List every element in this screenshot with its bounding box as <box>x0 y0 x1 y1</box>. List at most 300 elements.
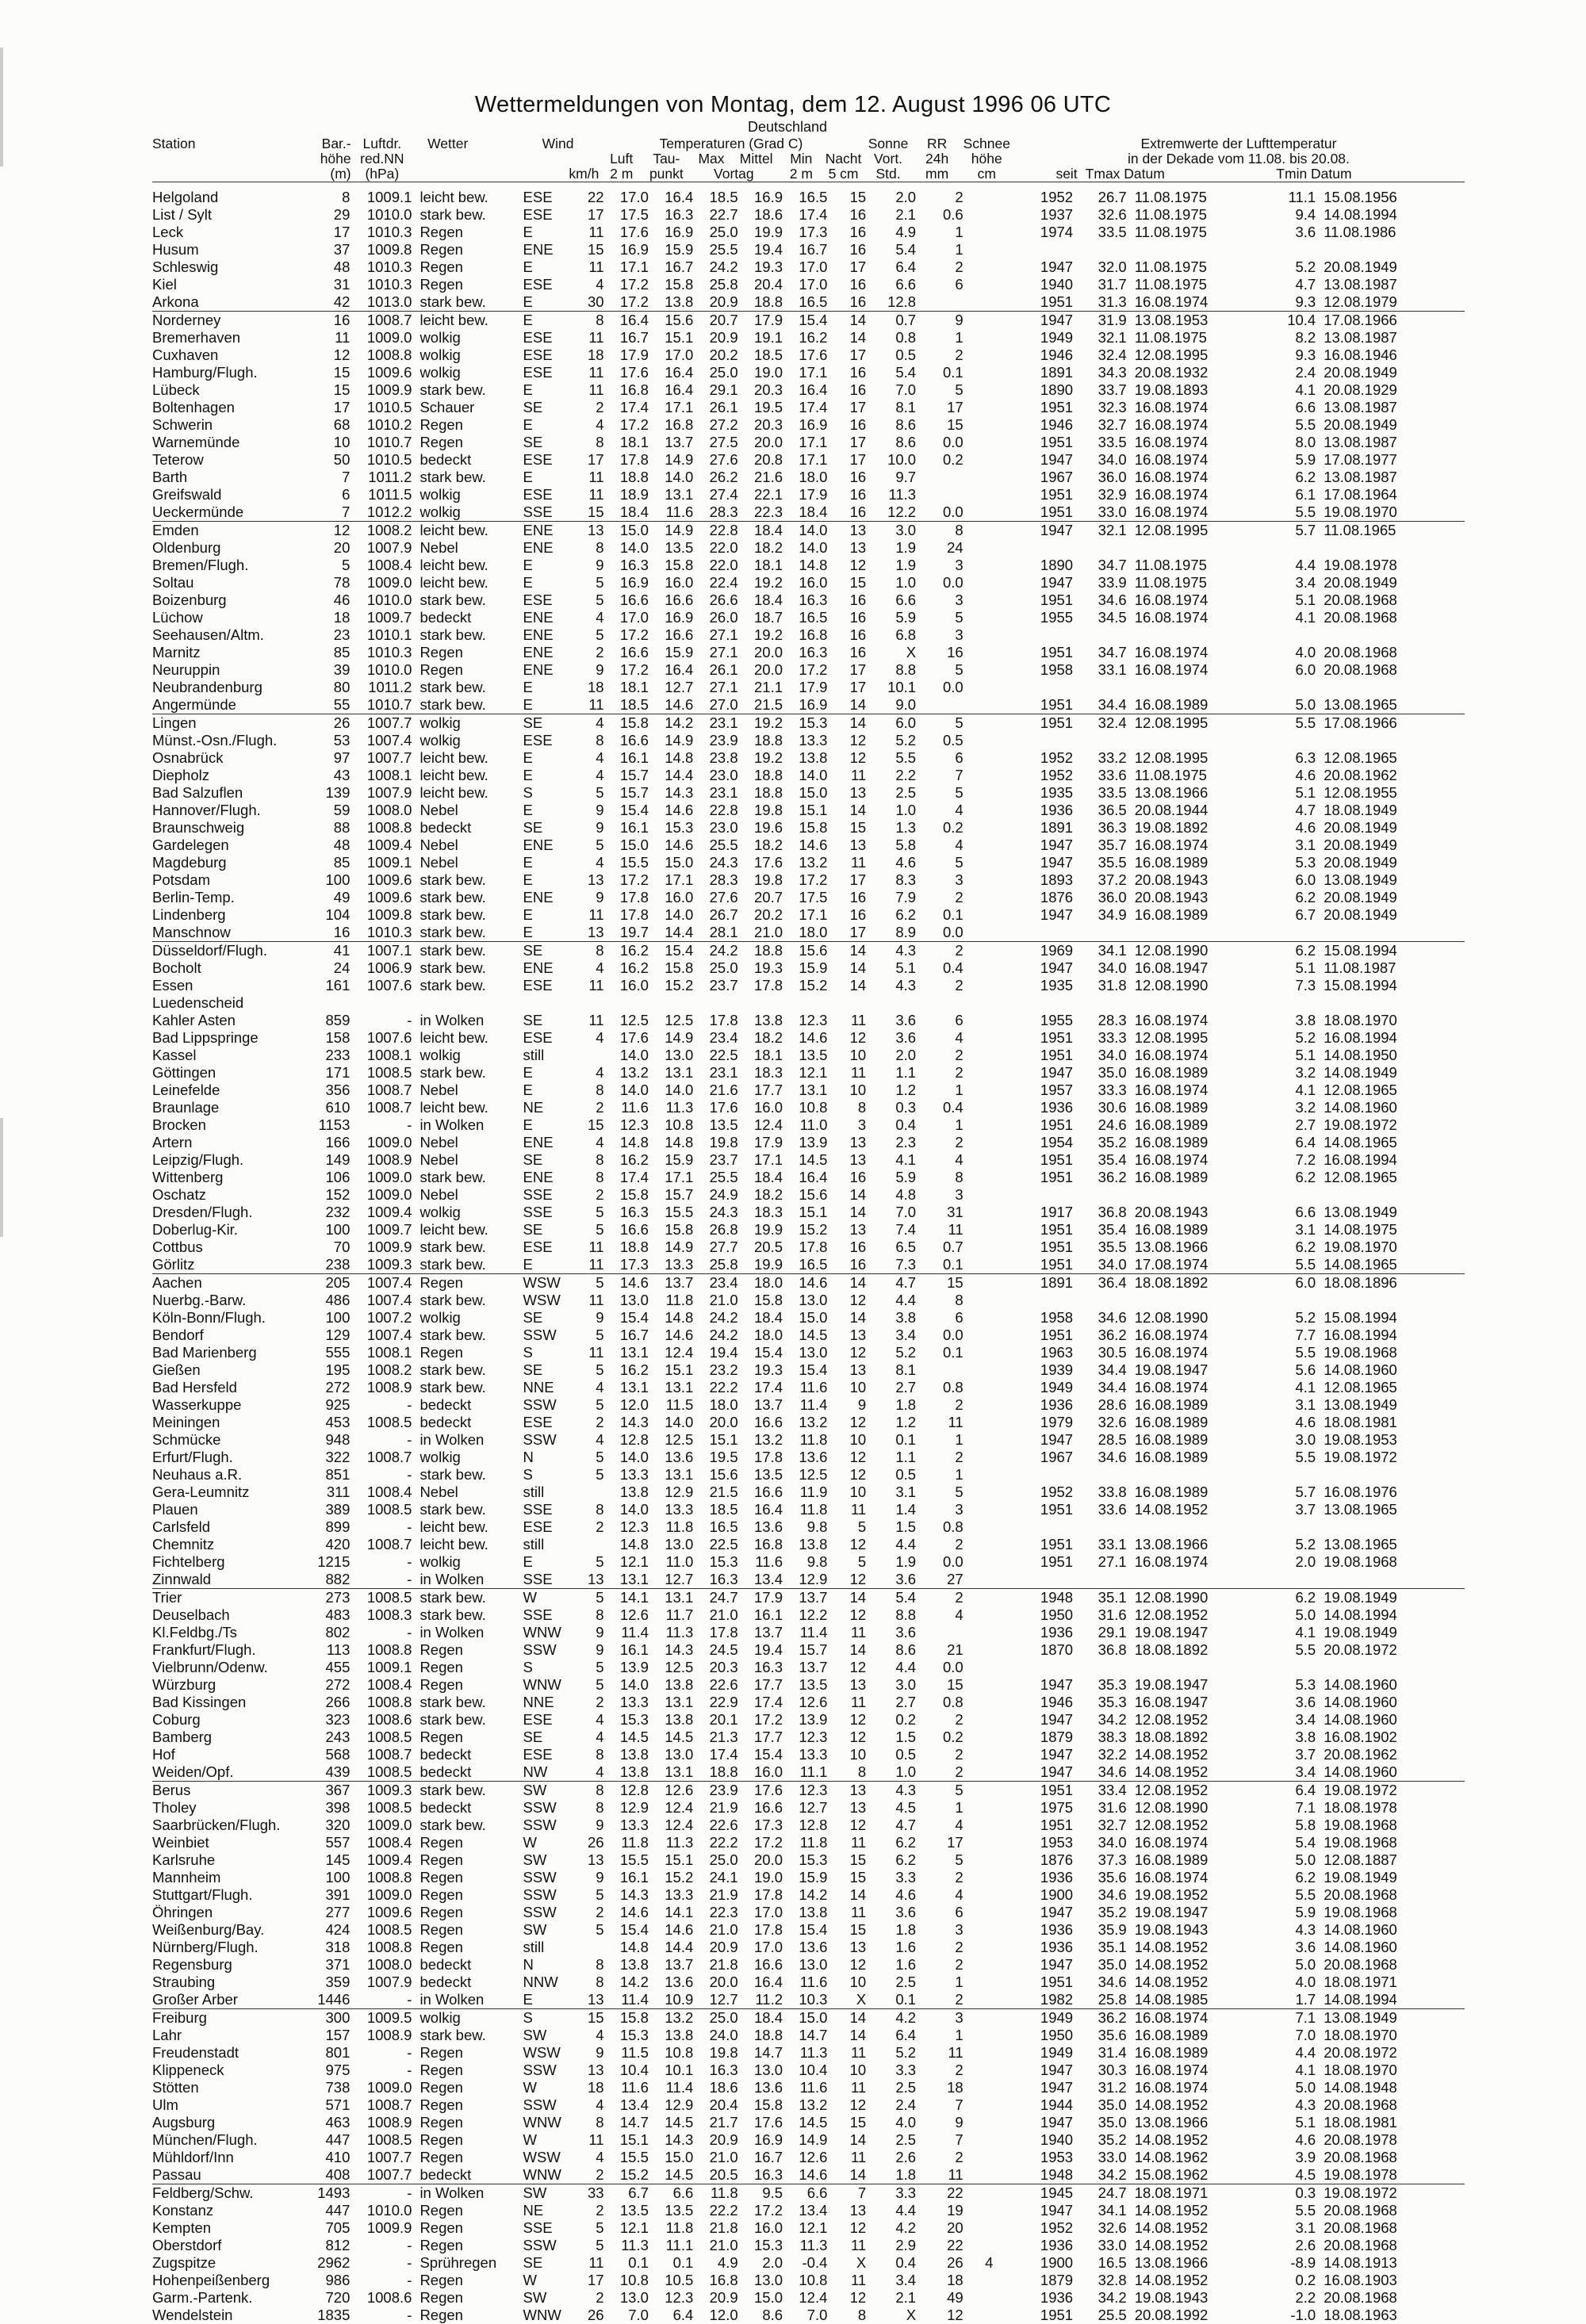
cell-seit <box>1015 1186 1079 1204</box>
cell-wetter: stark bew. <box>419 871 486 888</box>
col-bar: Bar.- <box>321 136 351 151</box>
cell-seit: 1951 <box>1040 696 1074 713</box>
cell-nacht: 17 <box>849 924 867 940</box>
cell-rr: 8 <box>955 1169 963 1185</box>
cell-station: Weinbiet <box>152 1834 209 1851</box>
cell-tmin-datum: 15.08.1994 <box>1324 977 1397 994</box>
cell-schnee <box>963 2237 1015 2254</box>
cell-schnee <box>963 1484 1015 1501</box>
cell-luft: 14.0 <box>619 1676 649 1693</box>
cell-tmin-datum: 17.08.1966 <box>1316 312 1465 330</box>
cell-tmax-datum: 16.08.1989 <box>1134 1431 1209 1448</box>
cell-min: 16.5 <box>799 1256 828 1273</box>
cell-tmin: 3.1 <box>1295 1396 1316 1413</box>
cell-max: 26.6 <box>709 592 738 608</box>
cell-min: 16.9 <box>799 696 828 713</box>
cell-max: 12.0 <box>709 2307 738 2323</box>
cell-wetter: stark bew. <box>419 696 486 713</box>
cell-rr: 2 <box>955 1396 963 1413</box>
cell-mittel: 17.1 <box>754 1151 783 1168</box>
cell-tmin-datum: 19.08.1949 <box>1324 1869 1397 1886</box>
cell-max: 21.3 <box>709 1729 738 1745</box>
cell-wind-kmh: 5 <box>596 2219 604 2236</box>
cell-schnee <box>963 1099 1015 1116</box>
cell-bar-hoehe: 6 <box>342 486 351 503</box>
cell-max: 27.2 <box>709 416 738 433</box>
table-row <box>152 1256 1465 1274</box>
cell-seit: 1951 <box>1040 486 1074 503</box>
cell-tmin-datum: 19.08.1968 <box>1324 1553 1397 1570</box>
cell-wind-richtung: E <box>523 802 533 818</box>
cell-rr: 2 <box>955 889 963 905</box>
cell-tmin-datum: 13.08.1949 <box>1324 871 1397 888</box>
cell-seit: 1936 <box>1040 1099 1074 1116</box>
cell-bar-hoehe: 48 <box>333 258 351 275</box>
cell-luft: 13.2 <box>619 1064 649 1081</box>
cell-sonne: 1.0 <box>895 574 917 591</box>
cell-nacht: 12 <box>849 1956 867 1973</box>
cell-luft: 15.1 <box>619 2131 649 2148</box>
cell-schnee <box>963 959 1015 977</box>
cell-luftdruck: 1012.2 <box>366 503 412 520</box>
cell-wind-kmh: 8 <box>596 434 604 450</box>
cell-station: Wendelstein <box>152 2307 233 2323</box>
table-row <box>152 959 1465 977</box>
cell-mittel: 16.1 <box>754 1606 783 1623</box>
cell-wind-richtung: E <box>523 1256 533 1273</box>
cell-mittel: 18.0 <box>754 1327 783 1343</box>
cell-tmax-datum: 16.08.1974 <box>1134 609 1209 626</box>
cell-luftdruck: 1008.8 <box>366 1939 412 1955</box>
cell-seit: 1947 <box>1040 854 1074 871</box>
cell-luftdruck: 1008.8 <box>366 819 412 836</box>
cell-schnee <box>963 837 1015 854</box>
cell-station: Meiningen <box>152 1414 220 1430</box>
cell-tmin-datum: 14.08.1960 <box>1324 1939 1397 1955</box>
cell-seit: 1951 <box>1040 1817 1074 1833</box>
cell-wind-kmh: 4 <box>596 1379 604 1396</box>
cell-min: 15.6 <box>799 1186 828 1203</box>
cell-max: 26.1 <box>709 399 738 415</box>
cell-luft: 16.2 <box>619 959 649 976</box>
cell-tmax: 35.0 <box>1098 1064 1127 1081</box>
cell-mittel: 16.6 <box>754 1799 783 1816</box>
cell-luft: 12.8 <box>604 1782 649 1800</box>
cell-taupunkt: 14.5 <box>665 2166 694 2183</box>
cell-taupunkt: 14.6 <box>665 1327 694 1343</box>
cell-wind-richtung: SSE <box>523 1204 553 1220</box>
cell-station: Schwerin <box>152 416 213 433</box>
cell-tmin-datum: 15.08.1994 <box>1324 1309 1397 1326</box>
cell-taupunkt: 14.6 <box>665 1921 694 1938</box>
cell-schnee <box>963 942 1015 960</box>
cell-nacht: 7 <box>827 2184 866 2203</box>
cell-max: 17.8 <box>709 1012 738 1028</box>
cell-wetter: wolkig <box>412 2009 515 2027</box>
cell-bar-hoehe: 48 <box>333 837 351 853</box>
cell-luft: 13.1 <box>619 1571 649 1587</box>
table-row <box>152 732 1465 749</box>
cell-station: Braunlage <box>152 1099 220 1116</box>
cell-sonne: 1.8 <box>895 1396 917 1413</box>
cell-tmax: 31.8 <box>1098 977 1127 994</box>
cell-rr: 4 <box>955 802 963 818</box>
cell-wind-richtung: NNE <box>523 1694 554 1710</box>
cell-nacht: 10 <box>849 1379 867 1396</box>
cell-nacht: 15 <box>849 2114 867 2131</box>
cell-taupunkt: 15.9 <box>665 241 694 258</box>
cell-tmin-datum: 18.08.1981 <box>1324 2114 1397 2131</box>
cell-max: 25.0 <box>709 1851 738 1868</box>
cell-tmax: 38.3 <box>1098 1729 1127 1745</box>
cell-nacht: 14 <box>849 802 867 818</box>
cell-wind-kmh: 13 <box>587 1851 604 1868</box>
cell-schnee <box>963 977 1015 994</box>
cell-rr: 3 <box>916 2009 963 2027</box>
cell-seit: 1982 <box>1040 1991 1074 2008</box>
cell-station: Leinefelde <box>152 1082 220 1098</box>
cell-taupunkt: 12.6 <box>649 1782 693 1800</box>
cell-tmax: 28.3 <box>1098 1012 1127 1028</box>
cell-bar-hoehe: 410 <box>325 2149 351 2165</box>
cell-taupunkt: 14.9 <box>665 1029 694 1046</box>
cell-taupunkt: 13.0 <box>665 1047 694 1063</box>
cell-tmin: 6.0 <box>1277 1274 1316 1292</box>
cell-wind-richtung: SSW <box>523 2237 557 2253</box>
cell-luftdruck: - <box>407 1116 412 1133</box>
cell-bar-hoehe: 1493 <box>307 2184 350 2203</box>
cell-station: Bad Salzuflen <box>152 784 243 801</box>
col-min: Min <box>790 151 813 167</box>
cell-rr: 2 <box>955 189 963 205</box>
cell-tmax <box>1079 1659 1127 1676</box>
cell-luftdruck: 1013.0 <box>366 293 412 310</box>
cell-tmin: 6.6 <box>1295 1204 1316 1220</box>
col-unit-min-2m: 2 m <box>779 167 824 182</box>
cell-wetter: Nebel <box>419 837 458 853</box>
cell-tmin-datum: 14.08.1965 <box>1324 1256 1397 1273</box>
cell-wind-kmh: 11 <box>588 2254 604 2271</box>
cell-rr: 21 <box>947 1641 963 1658</box>
cell-wind-richtung: E <box>523 1082 533 1098</box>
cell-min: 11.8 <box>799 1431 828 1448</box>
cell-seit: 1946 <box>1040 346 1074 363</box>
cell-seit: 1947 <box>1040 2062 1074 2078</box>
cell-rr: 26 <box>947 2254 963 2271</box>
cell-station: Mühldorf/Inn <box>152 2149 234 2165</box>
cell-luft: 18.8 <box>619 1239 649 1255</box>
cell-sonne: 4.7 <box>895 1817 917 1833</box>
cell-taupunkt: 16.0 <box>665 889 694 905</box>
cell-mittel: 19.8 <box>754 871 783 888</box>
cell-tmax-datum: 16.08.1974 <box>1134 2079 1209 2096</box>
cell-luftdruck: 1008.8 <box>366 1694 412 1710</box>
cell-max: 27.7 <box>709 1239 738 1255</box>
cell-luftdruck: 1009.0 <box>366 574 412 591</box>
cell-sonne: 5.8 <box>895 837 917 853</box>
cell-max: 20.0 <box>709 1414 738 1430</box>
cell-rr: 5 <box>955 609 963 626</box>
table-row <box>152 802 1465 819</box>
cell-taupunkt: 11.8 <box>665 2219 694 2236</box>
cell-wind-richtung: WNW <box>523 2114 561 2131</box>
cell-bar-hoehe: 59 <box>333 802 351 818</box>
cell-bar-hoehe: 42 <box>333 293 351 310</box>
cell-wind-richtung: ESE <box>523 451 553 468</box>
cell-luft: 17.4 <box>619 399 649 415</box>
cell-tmin-datum: 16.08.1902 <box>1324 1729 1397 1745</box>
cell-mittel: 18.2 <box>754 1029 783 1046</box>
cell-nacht: 16 <box>849 626 867 643</box>
cell-rr <box>916 994 963 1012</box>
cell-tmax: 28.6 <box>1098 1396 1127 1413</box>
cell-min: 13.7 <box>799 1659 828 1675</box>
cell-taupunkt: 13.7 <box>665 434 694 450</box>
table-row <box>152 1221 1465 1239</box>
cell-luftdruck: - <box>407 1012 412 1028</box>
cell-station: Magdeburg <box>152 854 227 871</box>
cell-bar-hoehe: 371 <box>325 1956 351 1973</box>
cell-seit: 1953 <box>1040 1834 1074 1851</box>
cell-station: Aachen <box>152 1274 307 1292</box>
cell-bar-hoehe: 238 <box>325 1256 351 1273</box>
cell-luft: 11.4 <box>621 1624 649 1641</box>
cell-bar-hoehe: 100 <box>325 871 351 888</box>
cell-station: Bocholt <box>152 959 201 976</box>
cell-nacht: 13 <box>849 1221 867 1238</box>
cell-wind-kmh: 8 <box>596 2114 604 2131</box>
cell-seit <box>1015 1292 1079 1309</box>
cell-sonne: 2.3 <box>895 1134 917 1151</box>
cell-wind-kmh: 5 <box>596 1886 604 1903</box>
cell-taupunkt: 16.8 <box>665 416 694 433</box>
cell-taupunkt: 14.0 <box>665 1414 694 1430</box>
cell-bar-hoehe: 49 <box>333 889 351 905</box>
cell-luftdruck: 1010.7 <box>366 434 412 450</box>
cell-wind-kmh: 8 <box>565 942 604 960</box>
cell-min: 14.7 <box>799 2027 828 2043</box>
cell-nacht: 11 <box>850 2237 867 2253</box>
cell-bar-hoehe: 486 <box>325 1292 351 1308</box>
cell-bar-hoehe: 15 <box>333 381 351 398</box>
cell-luftdruck: 1009.0 <box>366 1169 412 1185</box>
cell-taupunkt: 16.4 <box>665 381 694 398</box>
cell-bar-hoehe: 106 <box>325 1169 351 1185</box>
cell-station: Freudenstadt <box>152 2044 239 2061</box>
cell-sonne: 1.6 <box>895 1956 917 1973</box>
cell-wind-richtung: W <box>523 2079 538 2096</box>
cell-wind-kmh: 26 <box>587 1834 604 1851</box>
cell-tmin <box>1277 539 1316 557</box>
cell-schnee <box>963 2062 1015 2079</box>
table-row <box>152 1553 1465 1571</box>
cell-luftdruck: 1009.9 <box>366 2219 412 2236</box>
cell-sonne: 4.3 <box>866 942 916 960</box>
cell-max: 21.0 <box>709 2149 738 2165</box>
table-row <box>152 819 1465 837</box>
cell-tmin-datum: 12.08.1965 <box>1324 1082 1397 1098</box>
cell-wind-kmh: 11 <box>588 1344 604 1361</box>
cell-tmin: 11.1 <box>1288 189 1316 205</box>
cell-bar-hoehe: 272 <box>325 1676 351 1693</box>
cell-mittel: 17.8 <box>754 1449 783 1465</box>
table-row <box>152 1501 1465 1518</box>
cell-luft: 18.1 <box>619 434 649 450</box>
cell-tmin: 6.2 <box>1295 1869 1316 1886</box>
cell-bar-hoehe <box>307 994 350 1012</box>
cell-tmax-datum <box>1127 994 1278 1012</box>
cell-wind-kmh <box>565 994 604 1012</box>
cell-luftdruck: 1008.7 <box>350 312 412 330</box>
cell-luft: 16.2 <box>604 942 649 960</box>
cell-luftdruck: 1009.9 <box>366 381 412 398</box>
cell-min: 15.8 <box>799 819 828 836</box>
cell-wind-richtung: S <box>523 1659 533 1675</box>
cell-luftdruck: 1008.1 <box>366 1047 412 1063</box>
cell-wetter: stark bew. <box>419 626 486 643</box>
cell-tmin-datum: 20.08.1978 <box>1324 2131 1397 2148</box>
cell-taupunkt: 14.8 <box>665 1309 694 1326</box>
cell-min: 17.9 <box>799 486 828 503</box>
cell-wind-kmh: 4 <box>596 276 604 293</box>
cell-wind-kmh: 11 <box>588 1239 604 1255</box>
cell-wind-kmh: 4 <box>596 1729 604 1745</box>
cell-luft: 13.5 <box>619 2202 649 2219</box>
cell-mittel: 18.2 <box>754 1186 783 1203</box>
cell-luftdruck: 1010.0 <box>366 2202 412 2219</box>
cell-wind-richtung: E <box>523 906 533 923</box>
cell-bar-hoehe: 171 <box>325 1064 351 1081</box>
table-row <box>152 2044 1465 2062</box>
cell-luft: 15.4 <box>619 1921 649 1938</box>
cell-rr: 0.1 <box>942 906 963 923</box>
cell-luftdruck: 1009.5 <box>350 2009 412 2027</box>
cell-tmin-datum: 20.08.1972 <box>1324 1641 1397 1658</box>
cell-tmin <box>1277 1518 1316 1536</box>
cell-tmin-datum: 20.08.1949 <box>1324 258 1397 275</box>
cell-seit: 1974 <box>1040 224 1074 240</box>
cell-nacht: 15 <box>849 189 867 205</box>
cell-seit: 1890 <box>1040 381 1074 398</box>
cell-wind-kmh: 2 <box>596 1518 604 1535</box>
cell-tmax: 30.5 <box>1098 1344 1127 1361</box>
cell-mittel: 17.2 <box>754 1711 783 1728</box>
cell-nacht: 15 <box>849 574 867 591</box>
cell-taupunkt: 15.9 <box>665 1151 694 1168</box>
cell-mittel: 16.4 <box>754 1974 783 1990</box>
cell-station: Stötten <box>152 2079 199 2096</box>
cell-station: Barth <box>152 469 188 485</box>
cell-wind-richtung: S <box>515 2009 565 2027</box>
cell-wetter: stark bew. <box>419 1169 486 1185</box>
cell-tmax-datum: 16.08.1974 <box>1134 486 1209 503</box>
cell-luftdruck: 1007.4 <box>366 1327 412 1343</box>
col-tmax-datum: Tmax Datum <box>1078 167 1277 182</box>
cell-seit: 1951 <box>1040 1116 1074 1133</box>
cell-min: 16.3 <box>799 592 828 608</box>
cell-schnee <box>963 802 1015 819</box>
cell-schnee <box>963 626 1015 644</box>
cell-luft: 11.3 <box>621 2237 649 2253</box>
table-row <box>152 2114 1465 2131</box>
cell-schnee <box>963 1169 1015 1186</box>
cell-schnee <box>963 1327 1015 1344</box>
cell-tmax-datum: 16.08.1974 <box>1134 399 1209 415</box>
cell-taupunkt: 17.0 <box>665 346 694 363</box>
cell-max: 15.6 <box>709 1466 738 1483</box>
cell-tmin-datum: 13.08.1987 <box>1324 469 1397 485</box>
cell-mittel: 15.4 <box>754 1344 783 1361</box>
cell-sonne: 7.9 <box>895 889 917 905</box>
cell-tmin-datum: 13.08.1987 <box>1324 276 1397 293</box>
cell-schnee <box>963 2079 1015 2096</box>
cell-sonne: 1.0 <box>895 802 917 818</box>
cell-mittel: 18.0 <box>738 1274 783 1292</box>
cell-wetter: leicht bew. <box>419 1099 488 1116</box>
cell-bar-hoehe: 152 <box>325 1186 351 1203</box>
cell-tmin-datum: 20.08.1968 <box>1324 2202 1397 2219</box>
cell-max: 22.6 <box>709 1817 738 1833</box>
cell-seit: 1935 <box>1040 977 1074 994</box>
cell-luftdruck: 1009.9 <box>366 1239 412 1255</box>
cell-luft: 17.9 <box>619 346 649 363</box>
cell-seit: 1947 <box>1040 1904 1074 1920</box>
cell-max: 21.8 <box>709 2219 738 2236</box>
cell-wetter: bedeckt <box>419 1396 472 1413</box>
cell-station: Tholey <box>152 1799 197 1816</box>
cell-bar-hoehe: 68 <box>333 416 351 433</box>
cell-tmax-datum: 13.08.1966 <box>1134 1239 1209 1255</box>
cell-tmax: 25.5 <box>1098 2307 1127 2323</box>
table-row <box>152 2307 1465 2324</box>
cell-max: 21.9 <box>709 1799 738 1816</box>
cell-sonne: 8.6 <box>895 434 917 450</box>
cell-tmax-datum: 19.08.1947 <box>1134 1676 1209 1693</box>
cell-mittel: 16.9 <box>754 189 783 205</box>
cell-wind-kmh: 5 <box>596 574 604 591</box>
cell-max: 21.0 <box>709 1921 738 1938</box>
cell-wind-kmh: 9 <box>596 819 604 836</box>
cell-wind-richtung: SSW <box>523 1799 557 1816</box>
cell-luft: 7.0 <box>628 2307 649 2323</box>
cell-wind-richtung: E <box>523 1116 533 1133</box>
cell-min: 15.9 <box>799 959 828 976</box>
cell-wind-richtung: E <box>523 293 533 310</box>
cell-rr: 0.8 <box>942 1379 963 1396</box>
cell-wind-kmh: 15 <box>587 503 604 520</box>
cell-luftdruck: 1007.7 <box>350 714 412 733</box>
cell-bar-hoehe: 53 <box>333 732 351 749</box>
cell-nacht: 12 <box>849 1536 867 1553</box>
cell-wetter: Regen <box>419 2096 463 2113</box>
cell-wind-richtung: ESE <box>523 1711 553 1728</box>
cell-luftdruck: 1007.9 <box>366 784 412 801</box>
table-row <box>152 2202 1465 2219</box>
cell-min: 13.8 <box>799 1536 828 1553</box>
cell-tmax <box>1079 1466 1127 1484</box>
cell-wind-kmh: 8 <box>596 1082 604 1098</box>
cell-sonne: 6.8 <box>895 626 917 643</box>
cell-mittel: 18.3 <box>754 1064 783 1081</box>
cell-taupunkt: 13.1 <box>665 1763 694 1780</box>
cell-mittel: 15.0 <box>754 2289 783 2306</box>
table-row <box>152 592 1465 609</box>
cell-wind-richtung: WSW <box>515 1274 565 1292</box>
cell-station: Neuhaus a.R. <box>152 1466 243 1483</box>
cell-tmin <box>1277 1466 1316 1484</box>
cell-rr: 2 <box>955 1991 963 2008</box>
col-tmin-datum: Tmin Datum <box>1276 167 1465 182</box>
